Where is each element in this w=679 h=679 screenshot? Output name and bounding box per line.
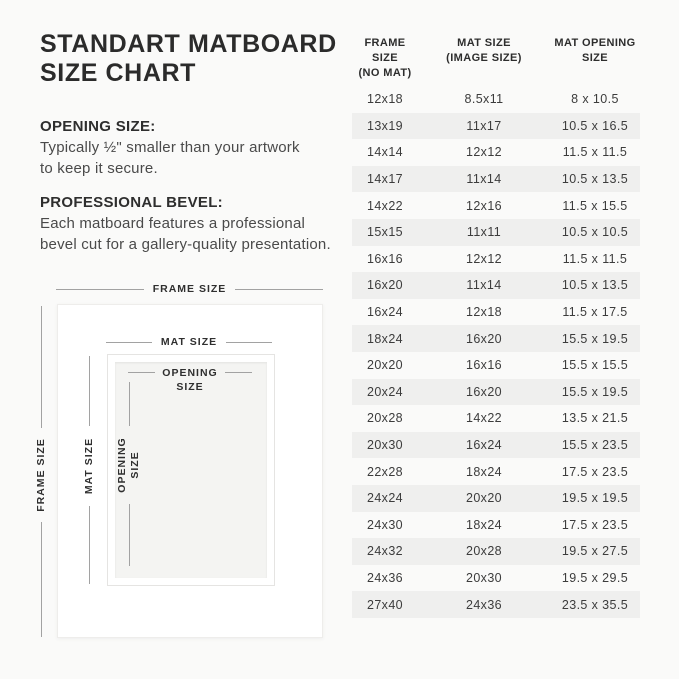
table-row [352,379,640,406]
table-cell-opening: 23.5 x 35.5 [561,597,629,612]
table-cell-opening: 15.5 x 19.5 [561,331,629,346]
table-cell-mat: 11x14 [466,278,502,293]
table-cell-mat: 11x14 [466,172,502,187]
table-row [352,192,640,219]
table-cell-mat: 12x18 [465,305,503,320]
table-cell-mat: 20x30 [465,570,503,585]
frame-size-vertical-label: FRAME SIZE [35,438,47,512]
opening-size-vertical-line-bottom [129,504,130,566]
table-row [352,219,640,246]
table-cell-opening: 19.5 x 29.5 [561,570,629,585]
header-frame-size [352,36,418,81]
professional-bevel-body [40,213,350,255]
header-frame-size-line1: FRAME SIZE [364,37,406,64]
table-cell-frame: 24x24 [366,491,404,506]
table-cell-frame: 16x20 [366,278,404,293]
table-cell-frame: 20x24 [366,384,404,399]
opening-size-body-line2: to keep it secure. [40,160,158,177]
table-cell-opening: 10.5 x 13.5 [561,278,629,293]
table-cell-mat: 18x24 [465,517,503,532]
frame-size-horizontal-label [56,282,323,296]
professional-bevel-body-line2: bevel cut for a gallery-quality presentation. [40,236,331,253]
table-cell-opening: 17.5 x 23.5 [561,464,629,479]
table-row [352,565,640,592]
table-cell-frame: 14x14 [366,145,404,160]
mat-size-horizontal-label [106,335,272,349]
table-cell-opening: 11.5 x 11.5 [562,251,628,266]
table-cell-opening: 15.5 x 15.5 [561,358,629,373]
header-mat-size [418,36,550,81]
frame-size-label-text: FRAME SIZE [152,283,227,295]
table-cell-mat: 16x20 [465,331,503,346]
table-cell-mat: 18x24 [465,464,503,479]
table-row [352,352,640,379]
table-row [352,512,640,539]
header-mat-opening-line1: MAT OPENING [554,37,636,49]
table-cell-frame: 20x28 [366,411,404,426]
table-cell-frame: 20x30 [366,438,404,453]
header-mat-size-line2: (IMAGE SIZE) [446,52,522,64]
table-cell-opening: 17.5 x 23.5 [561,517,629,532]
page-title-line2: SIZE CHART [40,59,196,87]
table-cell-mat: 12x12 [465,145,503,160]
table-cell-frame: 16x24 [366,305,404,320]
table-cell-mat: 14x22 [465,411,503,426]
frame-size-vertical-line-bottom [41,522,42,637]
opening-size-horizontal-label [128,366,252,394]
table-header [352,36,640,81]
table-cell-opening: 10.5 x 16.5 [561,118,629,133]
table-cell-mat: 11x11 [466,225,502,240]
table-cell-opening: 11.5 x 15.5 [562,198,628,213]
header-mat-opening-line2: SIZE [581,52,609,64]
table-row [352,432,640,459]
table-cell-frame: 13x19 [366,118,404,133]
opening-size-label-text [162,366,217,394]
table-cell-opening: 13.5 x 21.5 [561,411,629,426]
opening-size-vertical-line2: SIZE [129,451,141,479]
mat-size-vertical-label: MAT SIZE [83,437,95,495]
table-cell-mat: 24x36 [465,597,503,612]
table-cell-mat: 12x16 [465,198,503,213]
table-cell-frame: 22x28 [366,464,404,479]
table-row [352,538,640,565]
table-cell-opening: 19.5 x 27.5 [561,544,629,559]
page-title [40,30,352,88]
table-row [352,272,640,299]
leader-line [106,342,152,343]
table-row [352,405,640,432]
table-row [352,591,640,618]
table-row [352,485,640,512]
opening-size-body-line1: Typically ½" smaller than your artwork [40,139,300,156]
table-row [352,86,640,113]
table-cell-mat: 16x20 [465,384,503,399]
table-cell-opening: 19.5 x 19.5 [561,491,629,506]
table-row [352,299,640,326]
table-cell-frame: 24x32 [366,544,404,559]
leader-line [235,289,323,290]
table-cell-frame: 18x24 [366,331,404,346]
table-cell-mat: 11x17 [466,118,502,133]
opening-size-body [40,137,350,179]
professional-bevel-heading: PROFESSIONAL BEVEL: [40,194,223,211]
table-row [352,246,640,273]
header-frame-size-line2: (NO MAT) [358,67,412,79]
header-mat-opening [550,36,640,81]
table-row [352,139,640,166]
opening-size-vertical-line-top [129,382,130,426]
opening-size-vertical-label-text [116,437,142,492]
table-cell-frame: 20x20 [366,358,404,373]
table-cell-frame: 15x15 [366,225,404,240]
table-cell-mat: 8.5x11 [464,92,504,107]
header-mat-size-line1: MAT SIZE [457,37,511,49]
table-row [352,166,640,193]
opening-size-vertical-line1: OPENING [116,437,128,493]
opening-size-label-line2: SIZE [176,381,204,393]
table-cell-frame: 14x17 [366,172,404,187]
table-cell-mat: 16x24 [465,438,503,453]
table-cell-opening: 11.5 x 11.5 [562,145,628,160]
table-row [352,458,640,485]
professional-bevel-body-line1: Each matboard features a professional [40,215,306,232]
table-cell-frame: 24x36 [366,570,404,585]
table-row [352,113,640,140]
table-cell-opening: 11.5 x 17.5 [562,305,628,320]
frame-size-vertical-line-top [41,306,42,428]
table-cell-mat: 12x12 [465,251,503,266]
table-cell-opening: 8 x 10.5 [571,92,619,107]
mat-size-vertical-line-top [89,356,90,426]
opening-size-label-line1: OPENING [162,367,218,379]
opening-size-vertical-label [116,430,142,500]
table-cell-opening: 10.5 x 10.5 [561,225,629,240]
mat-size-vertical-line-bottom [89,506,90,584]
leader-line [128,372,155,373]
table-cell-mat: 20x28 [465,544,503,559]
table-cell-frame: 24x30 [366,517,404,532]
table-cell-frame: 12x18 [366,92,404,107]
table-cell-opening: 10.5 x 13.5 [561,172,629,187]
table-cell-opening: 15.5 x 19.5 [561,384,629,399]
table-body [352,86,640,618]
opening-size-heading: OPENING SIZE: [40,118,156,135]
leader-line [56,289,144,290]
page-title-line1: STANDART MATBOARD [40,30,337,58]
leader-line [225,372,252,373]
table-cell-frame: 27x40 [366,597,404,612]
mat-size-label-text: MAT SIZE [160,336,218,348]
table-cell-frame: 14x22 [366,198,404,213]
table-cell-opening: 15.5 x 23.5 [561,438,629,453]
table-cell-frame: 16x16 [366,251,404,266]
table-cell-mat: 20x20 [465,491,503,506]
table-cell-mat: 16x16 [465,358,503,373]
leader-line [226,342,272,343]
table-row [352,325,640,352]
